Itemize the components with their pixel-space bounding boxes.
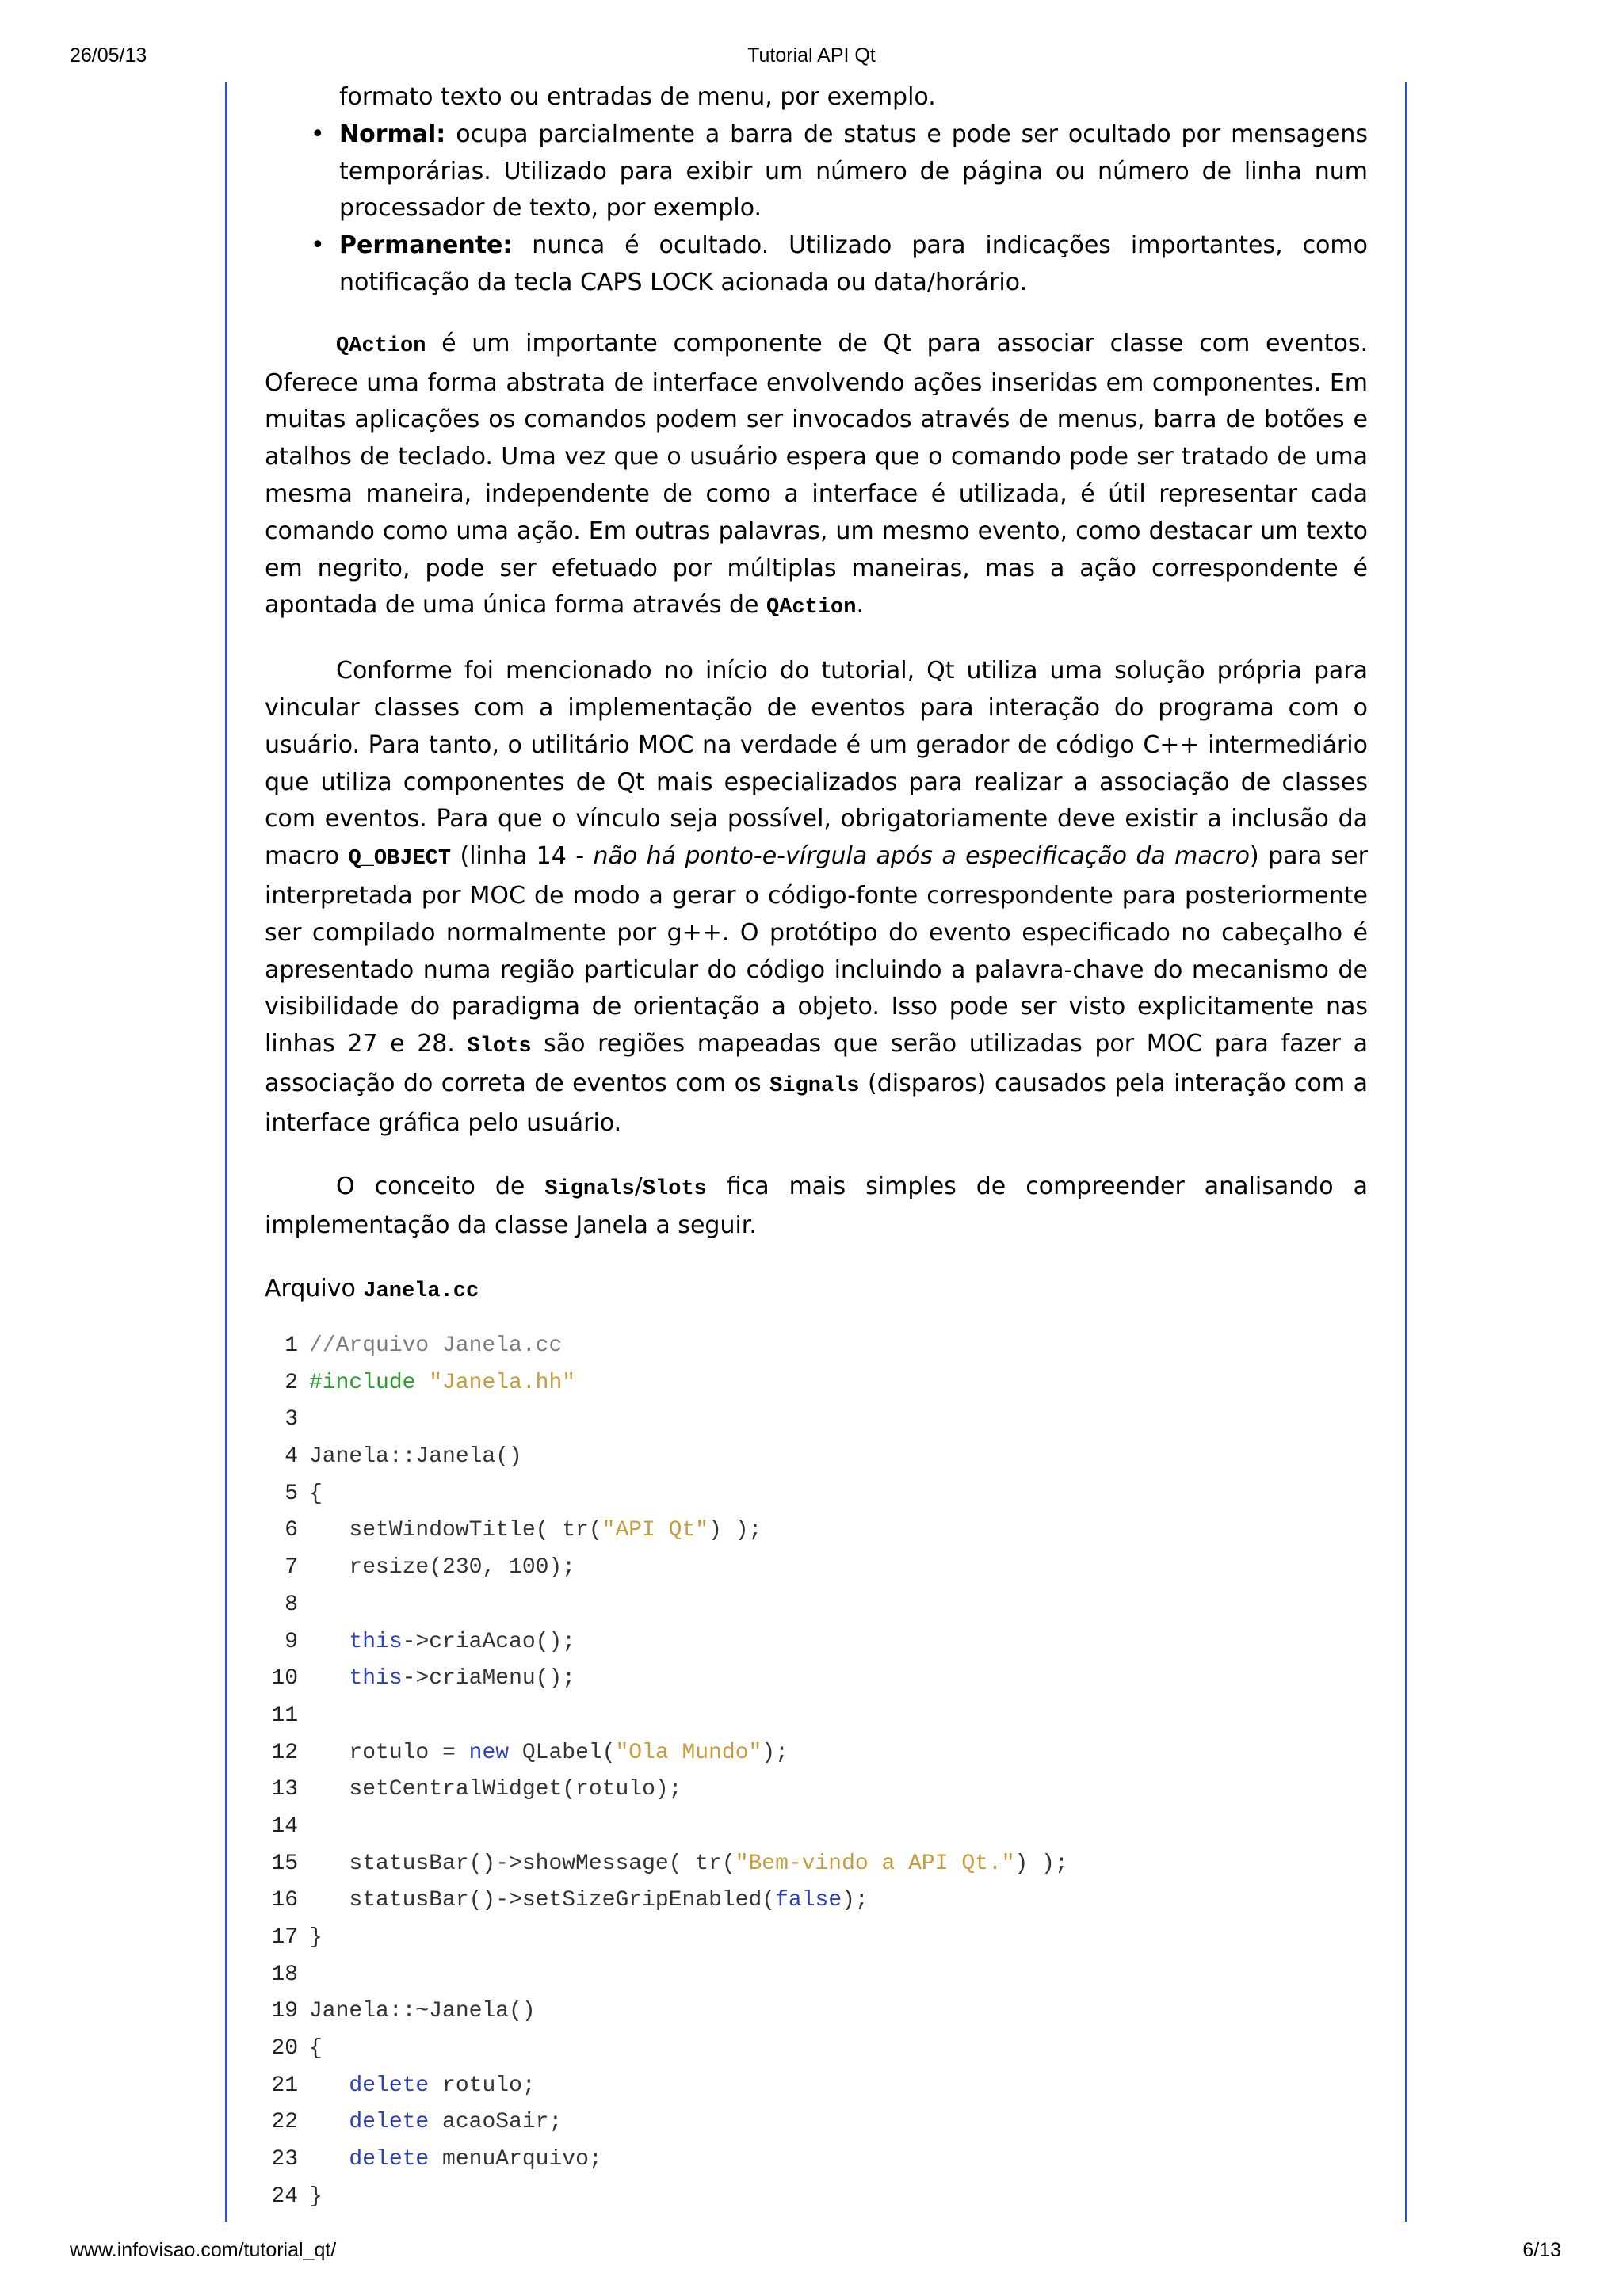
- code-token: delete: [349, 2073, 430, 2098]
- code-line: [265, 1402, 298, 1439]
- code-text: [309, 1624, 575, 1661]
- left-rule: [225, 82, 227, 2222]
- line-number: 11: [271, 1703, 298, 1728]
- code-token: delete: [349, 2147, 430, 2172]
- code-token: Janela::~Janela(): [309, 1999, 536, 2024]
- code-token: this: [349, 1629, 403, 1654]
- code-listing: [265, 1328, 1068, 2216]
- paragraph-moc: Conforme foi mencionado no início do tutorial, Qt utiliza uma solução própria para vincular classes com a implementação de eventos para interação do programa com o usuário. Para tanto, o utilitário MOC na verdade é um gerador de código C++ intermediário que utiliza componentes de Qt mais especializados para realizar a associação de classes com eventos. Para que o vínculo seja possível, obrigatoriamente deve existir a inclusão da macro Q_OBJECT (linha 14 - não há ponto-e-vírgula após a especificação da macro) para ser interpretada por MOC de modo a gerar o código-fonte correspondente para posteriormente ser compilado normalmente por g++. O protótipo do evento especificado no cabeçalho é apresentado numa região particular do código incluindo a palavra-chave do mecanismo de visibilidade do paradigma de orientação a objeto. Isso pode ser visto explicitamente nas linhas 27 e 28. Slots são regiões mapeadas que serão utilizadas por MOC para fazer a associação do correta de eventos com os Signals (disparos) causados pela interação com a interface gráfica pelo usuário.: [265, 657, 1369, 1137]
- code-token: }: [309, 1925, 323, 1950]
- code-text: [309, 2068, 536, 2105]
- code-token: [309, 1630, 349, 1654]
- line-number: 23: [271, 2147, 298, 2172]
- code-token: #include: [309, 1370, 430, 1395]
- list-term: Normal:: [339, 120, 446, 148]
- code-token: {: [309, 1481, 323, 1506]
- code-line: [265, 2104, 563, 2142]
- line-number: 24: [271, 2183, 298, 2209]
- code-line: [265, 1624, 576, 1661]
- code-line: [265, 1920, 323, 1957]
- code-token: "Ola Mundo": [615, 1740, 762, 1765]
- code-token: [309, 2110, 349, 2134]
- code-text: [309, 2104, 562, 2142]
- code-token: }: [309, 2183, 323, 2209]
- code-line: [265, 1661, 576, 1698]
- line-number: 15: [271, 1851, 298, 1876]
- code-line: [265, 1512, 762, 1550]
- code-line: [265, 1772, 682, 1809]
- code-line: [265, 1587, 298, 1624]
- list-item-continuation: formato texto ou entradas de menu, por exemplo.: [339, 83, 936, 111]
- code-token: statusBar()->setSizeGripEnabled(: [309, 1888, 776, 1913]
- article-body: [265, 79, 1368, 1342]
- code-line: [265, 2179, 323, 2216]
- code-text: [309, 1439, 522, 1476]
- line-number: 13: [271, 1777, 298, 1802]
- code-line: [265, 2031, 323, 2068]
- code-text: [309, 1661, 575, 1698]
- code-text: [309, 2179, 323, 2216]
- bullet-icon: •: [311, 231, 325, 260]
- code-token: menuArquivo;: [429, 2147, 602, 2172]
- code-token: {: [309, 2036, 323, 2061]
- code-token: "Janela.hh": [429, 1370, 576, 1395]
- code-token: resize(230, 100);: [309, 1555, 576, 1581]
- code-token: ->criaMenu();: [402, 1666, 576, 1691]
- file-name: Janela.cc: [363, 1280, 479, 1304]
- line-number: 19: [271, 1999, 298, 2024]
- code-line: [265, 1993, 536, 2031]
- line-number: 14: [271, 1814, 298, 1839]
- code-line: [265, 1809, 298, 1846]
- code-line: [265, 1957, 298, 1994]
- code-token: setWindowTitle( tr(: [309, 1518, 602, 1543]
- line-number: 16: [271, 1888, 298, 1913]
- code-token: );: [762, 1740, 789, 1765]
- code-token: Janela::Janela(): [309, 1444, 522, 1470]
- line-number: 20: [271, 2036, 298, 2061]
- code-text: [309, 1882, 869, 1920]
- line-number: 6: [285, 1518, 298, 1543]
- line-number: 5: [285, 1481, 298, 1506]
- code-term: Slots: [642, 1177, 707, 1201]
- code-text: [309, 1993, 536, 2031]
- code-token: [309, 1666, 349, 1691]
- code-text: [309, 1365, 575, 1402]
- code-token: statusBar()->showMessage( tr(: [309, 1851, 735, 1876]
- code-token: QLabel(: [509, 1740, 616, 1765]
- line-number: 2: [285, 1370, 298, 1395]
- line-number: 1: [285, 1333, 298, 1358]
- footer-url: www.infovisao.com/tutorial_qt/: [70, 2239, 337, 2261]
- code-line: [265, 1439, 522, 1476]
- code-line: [265, 1735, 789, 1772]
- code-text: [309, 1920, 323, 1957]
- list-item: • Normal: ocupa parcialmente a barra de status e pode ser ocultado por mensagens temporárias. Utilizado para exibir um número de página ou número de linha num processador de texto, por exemplo.: [339, 116, 1368, 227]
- italic-note: não há ponto-e-vírgula após a especificação da macro: [593, 842, 1250, 871]
- code-term: Signals: [769, 1074, 860, 1098]
- line-number: 22: [271, 2110, 298, 2135]
- code-term: Q_OBJECT: [348, 847, 452, 871]
- code-text: [309, 1476, 323, 1513]
- line-number: 7: [285, 1555, 298, 1581]
- line-number: 12: [271, 1740, 298, 1765]
- code-token: ) );: [708, 1518, 762, 1543]
- code-term: Slots: [467, 1035, 532, 1059]
- code-term: QAction: [336, 334, 426, 358]
- line-number: 21: [271, 2073, 298, 2098]
- code-line: [265, 1476, 323, 1513]
- code-token: rotulo;: [429, 2073, 536, 2098]
- code-line: [265, 2142, 602, 2179]
- code-term: QAction: [766, 596, 857, 620]
- status-types-list: [265, 79, 1368, 302]
- file-title: Arquivo Janela.cc: [265, 1275, 479, 1304]
- code-line: [265, 1328, 563, 1365]
- code-token: ->criaAcao();: [402, 1629, 576, 1654]
- code-token: );: [842, 1888, 869, 1913]
- code-term: Signals: [544, 1177, 635, 1201]
- code-line: [265, 1698, 298, 1735]
- code-token: "Bem-vindo a API Qt.": [735, 1851, 1015, 1876]
- line-number: 9: [285, 1629, 298, 1654]
- line-number: 8: [285, 1592, 298, 1617]
- code-text: [309, 1772, 682, 1809]
- code-token: //Arquivo Janela.cc: [309, 1333, 563, 1358]
- paragraph-qaction: QAction é um importante componente de Qt para associar classe com eventos. Oferece uma forma abstrata de interface envolvendo ações inseridas em componentes. Em muitas aplicações os comandos podem ser invocados através de menus, barra de botões e atalhos de teclado. Uma vez que o usuário espera que o comando pode ser tratado de uma mesma maneira, independente de como a interface é utilizada, é útil representar cada comando como uma ação. Em outras palavras, um mesmo evento, como destacar um texto em negrito, pode ser efetuado por múltiplas maneiras, mas a ação correspondente é apontada de uma única forma através de QAction.: [265, 329, 1368, 620]
- right-rule: [1405, 82, 1407, 2222]
- code-token: ) );: [1014, 1851, 1068, 1876]
- code-line: [265, 1550, 576, 1587]
- code-token: setCentralWidget(rotulo);: [309, 1777, 682, 1802]
- bullet-icon: •: [311, 120, 325, 148]
- list-item: • Permanente: nunca é ocultado. Utilizado para indicações importantes, como notificação da tecla CAPS LOCK acionada ou data/horário.: [339, 227, 1368, 302]
- list-term: Permanente:: [339, 231, 513, 260]
- code-line: [265, 1365, 576, 1402]
- code-token: false: [775, 1888, 842, 1913]
- paragraph-signals-slots: O conceito de Signals/Slots fica mais simples de compreender analisando a implementação da classe Janela a seguir.: [265, 1172, 1368, 1240]
- code-token: [309, 2147, 349, 2172]
- code-token: acaoSair;: [429, 2110, 563, 2135]
- code-text: [309, 1328, 562, 1365]
- line-number: 17: [271, 1925, 298, 1950]
- page-title: Tutorial API Qt: [747, 44, 876, 67]
- print-date: 26/05/13: [70, 44, 147, 67]
- code-token: new: [468, 1740, 510, 1765]
- code-token: delete: [349, 2110, 430, 2135]
- code-line: [265, 1882, 869, 1920]
- code-line: [265, 1846, 1068, 1883]
- code-token: [309, 2073, 349, 2098]
- line-number: 4: [285, 1444, 298, 1470]
- code-text: [309, 1846, 1068, 1883]
- code-text: [309, 2031, 323, 2068]
- code-text: [309, 1735, 789, 1772]
- code-text: [309, 1550, 575, 1587]
- code-token: this: [349, 1666, 403, 1691]
- code-text: [309, 1512, 762, 1550]
- line-number: 3: [285, 1407, 298, 1432]
- code-token: "API Qt": [601, 1518, 709, 1543]
- page-number: 6/13: [1522, 2239, 1561, 2261]
- line-number: 10: [271, 1666, 298, 1691]
- code-text: [309, 2142, 602, 2179]
- code-line: [265, 2068, 536, 2105]
- code-token: rotulo =: [309, 1740, 469, 1765]
- line-number: 18: [271, 1962, 298, 1987]
